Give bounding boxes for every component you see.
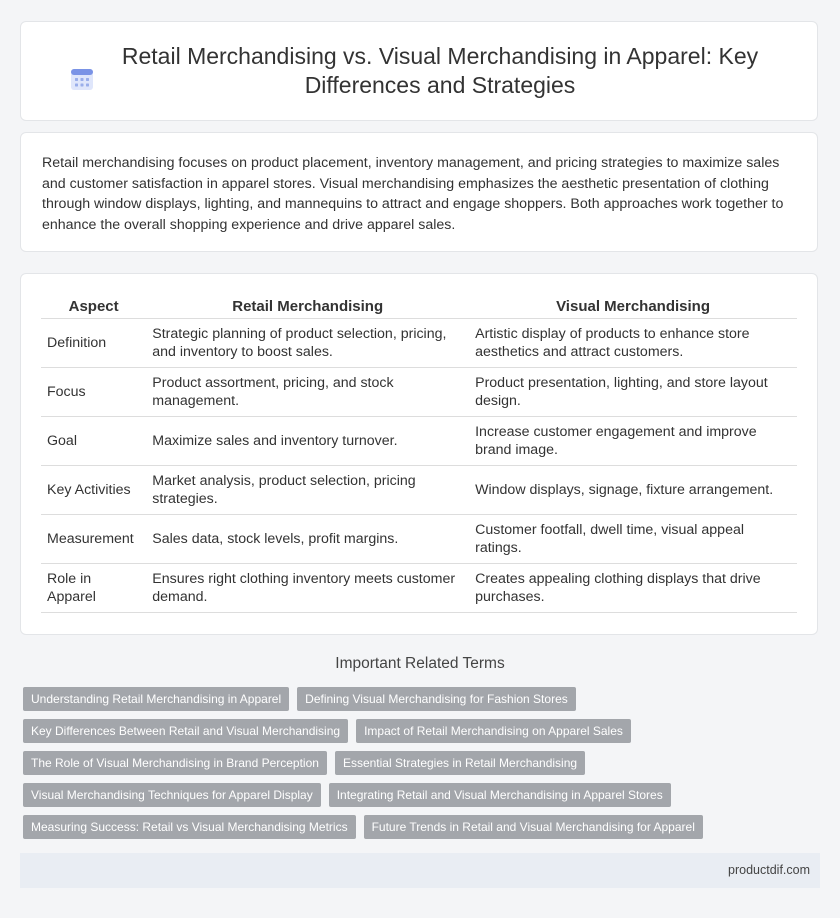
header <box>69 42 769 100</box>
column-header-retail: Retail Merchandising <box>146 294 469 319</box>
retail-cell: Sales data, stock levels, profit margins. <box>146 515 469 564</box>
comparison-table <box>41 294 797 613</box>
aspect-cell: Goal <box>41 417 146 466</box>
visual-cell: Window displays, signage, fixture arrangement. <box>469 466 797 515</box>
related-term-link[interactable]: Key Differences Between Retail and Visual Merchandising <box>23 719 348 743</box>
related-term-link[interactable]: Essential Strategies in Retail Merchandising <box>335 751 585 775</box>
page-title: Retail Merchandising vs. Visual Merchandising in Apparel: Key Differences and Strategies <box>121 43 759 98</box>
related-terms-list <box>23 687 823 847</box>
retail-cell: Maximize sales and inventory turnover. <box>146 417 469 466</box>
table-row <box>41 368 797 417</box>
aspect-cell: Key Activities <box>41 466 146 515</box>
table-row <box>41 466 797 515</box>
tag-row <box>23 751 823 775</box>
column-header-aspect: Aspect <box>41 294 146 319</box>
related-term-link[interactable]: Future Trends in Retail and Visual Merchandising for Apparel <box>364 815 703 839</box>
comparison-card <box>20 273 818 635</box>
related-term-link[interactable]: Integrating Retail and Visual Merchandising in Apparel Stores <box>329 783 671 807</box>
visual-cell: Product presentation, lighting, and store layout design. <box>469 368 797 417</box>
visual-cell: Increase customer engagement and improve brand image. <box>469 417 797 466</box>
table-row <box>41 515 797 564</box>
header-card <box>20 21 818 121</box>
visual-cell: Artistic display of products to enhance store aesthetics and attract customers. <box>469 319 797 368</box>
column-header-visual: Visual Merchandising <box>469 294 797 319</box>
footer-site-link[interactable]: productdif.com <box>728 863 810 877</box>
table-row <box>41 417 797 466</box>
table-row <box>41 319 797 368</box>
related-term-link[interactable]: Understanding Retail Merchandising in Apparel <box>23 687 289 711</box>
footer <box>20 853 820 888</box>
tag-row <box>23 783 823 807</box>
tag-row <box>23 719 823 743</box>
aspect-cell: Role in Apparel <box>41 564 146 613</box>
calendar-grid-icon <box>69 66 95 92</box>
tag-row <box>23 687 823 711</box>
related-term-link[interactable]: Impact of Retail Merchandising on Apparel Sales <box>356 719 631 743</box>
related-term-link[interactable]: Measuring Success: Retail vs Visual Merchandising Metrics <box>23 815 356 839</box>
related-terms-heading: Important Related Terms <box>335 655 505 672</box>
table-header-row <box>41 294 797 319</box>
intro-paragraph: Retail merchandising focuses on product placement, inventory management, and pricing strategies to maximize sales and customer satisfaction in apparel stores. Visual merchandising emphasizes the aesthetic presentation of clothing through window displays, lighting, and mannequins to attract and engage shoppers. Both approaches work together to enhance the overall shopping experience and drive apparel sales. <box>42 155 784 233</box>
aspect-cell: Definition <box>41 319 146 368</box>
tag-row <box>23 815 823 839</box>
related-term-link[interactable]: The Role of Visual Merchandising in Brand Perception <box>23 751 327 775</box>
related-term-link[interactable]: Defining Visual Merchandising for Fashion Stores <box>297 687 576 711</box>
retail-cell: Market analysis, product selection, pricing strategies. <box>146 466 469 515</box>
aspect-cell: Focus <box>41 368 146 417</box>
visual-cell: Creates appealing clothing displays that drive purchases. <box>469 564 797 613</box>
intro-card <box>20 132 818 252</box>
related-term-link[interactable]: Visual Merchandising Techniques for Apparel Display <box>23 783 321 807</box>
aspect-cell: Measurement <box>41 515 146 564</box>
retail-cell: Product assortment, pricing, and stock management. <box>146 368 469 417</box>
retail-cell: Strategic planning of product selection, pricing, and inventory to boost sales. <box>146 319 469 368</box>
visual-cell: Customer footfall, dwell time, visual appeal ratings. <box>469 515 797 564</box>
retail-cell: Ensures right clothing inventory meets customer demand. <box>146 564 469 613</box>
table-row <box>41 564 797 613</box>
